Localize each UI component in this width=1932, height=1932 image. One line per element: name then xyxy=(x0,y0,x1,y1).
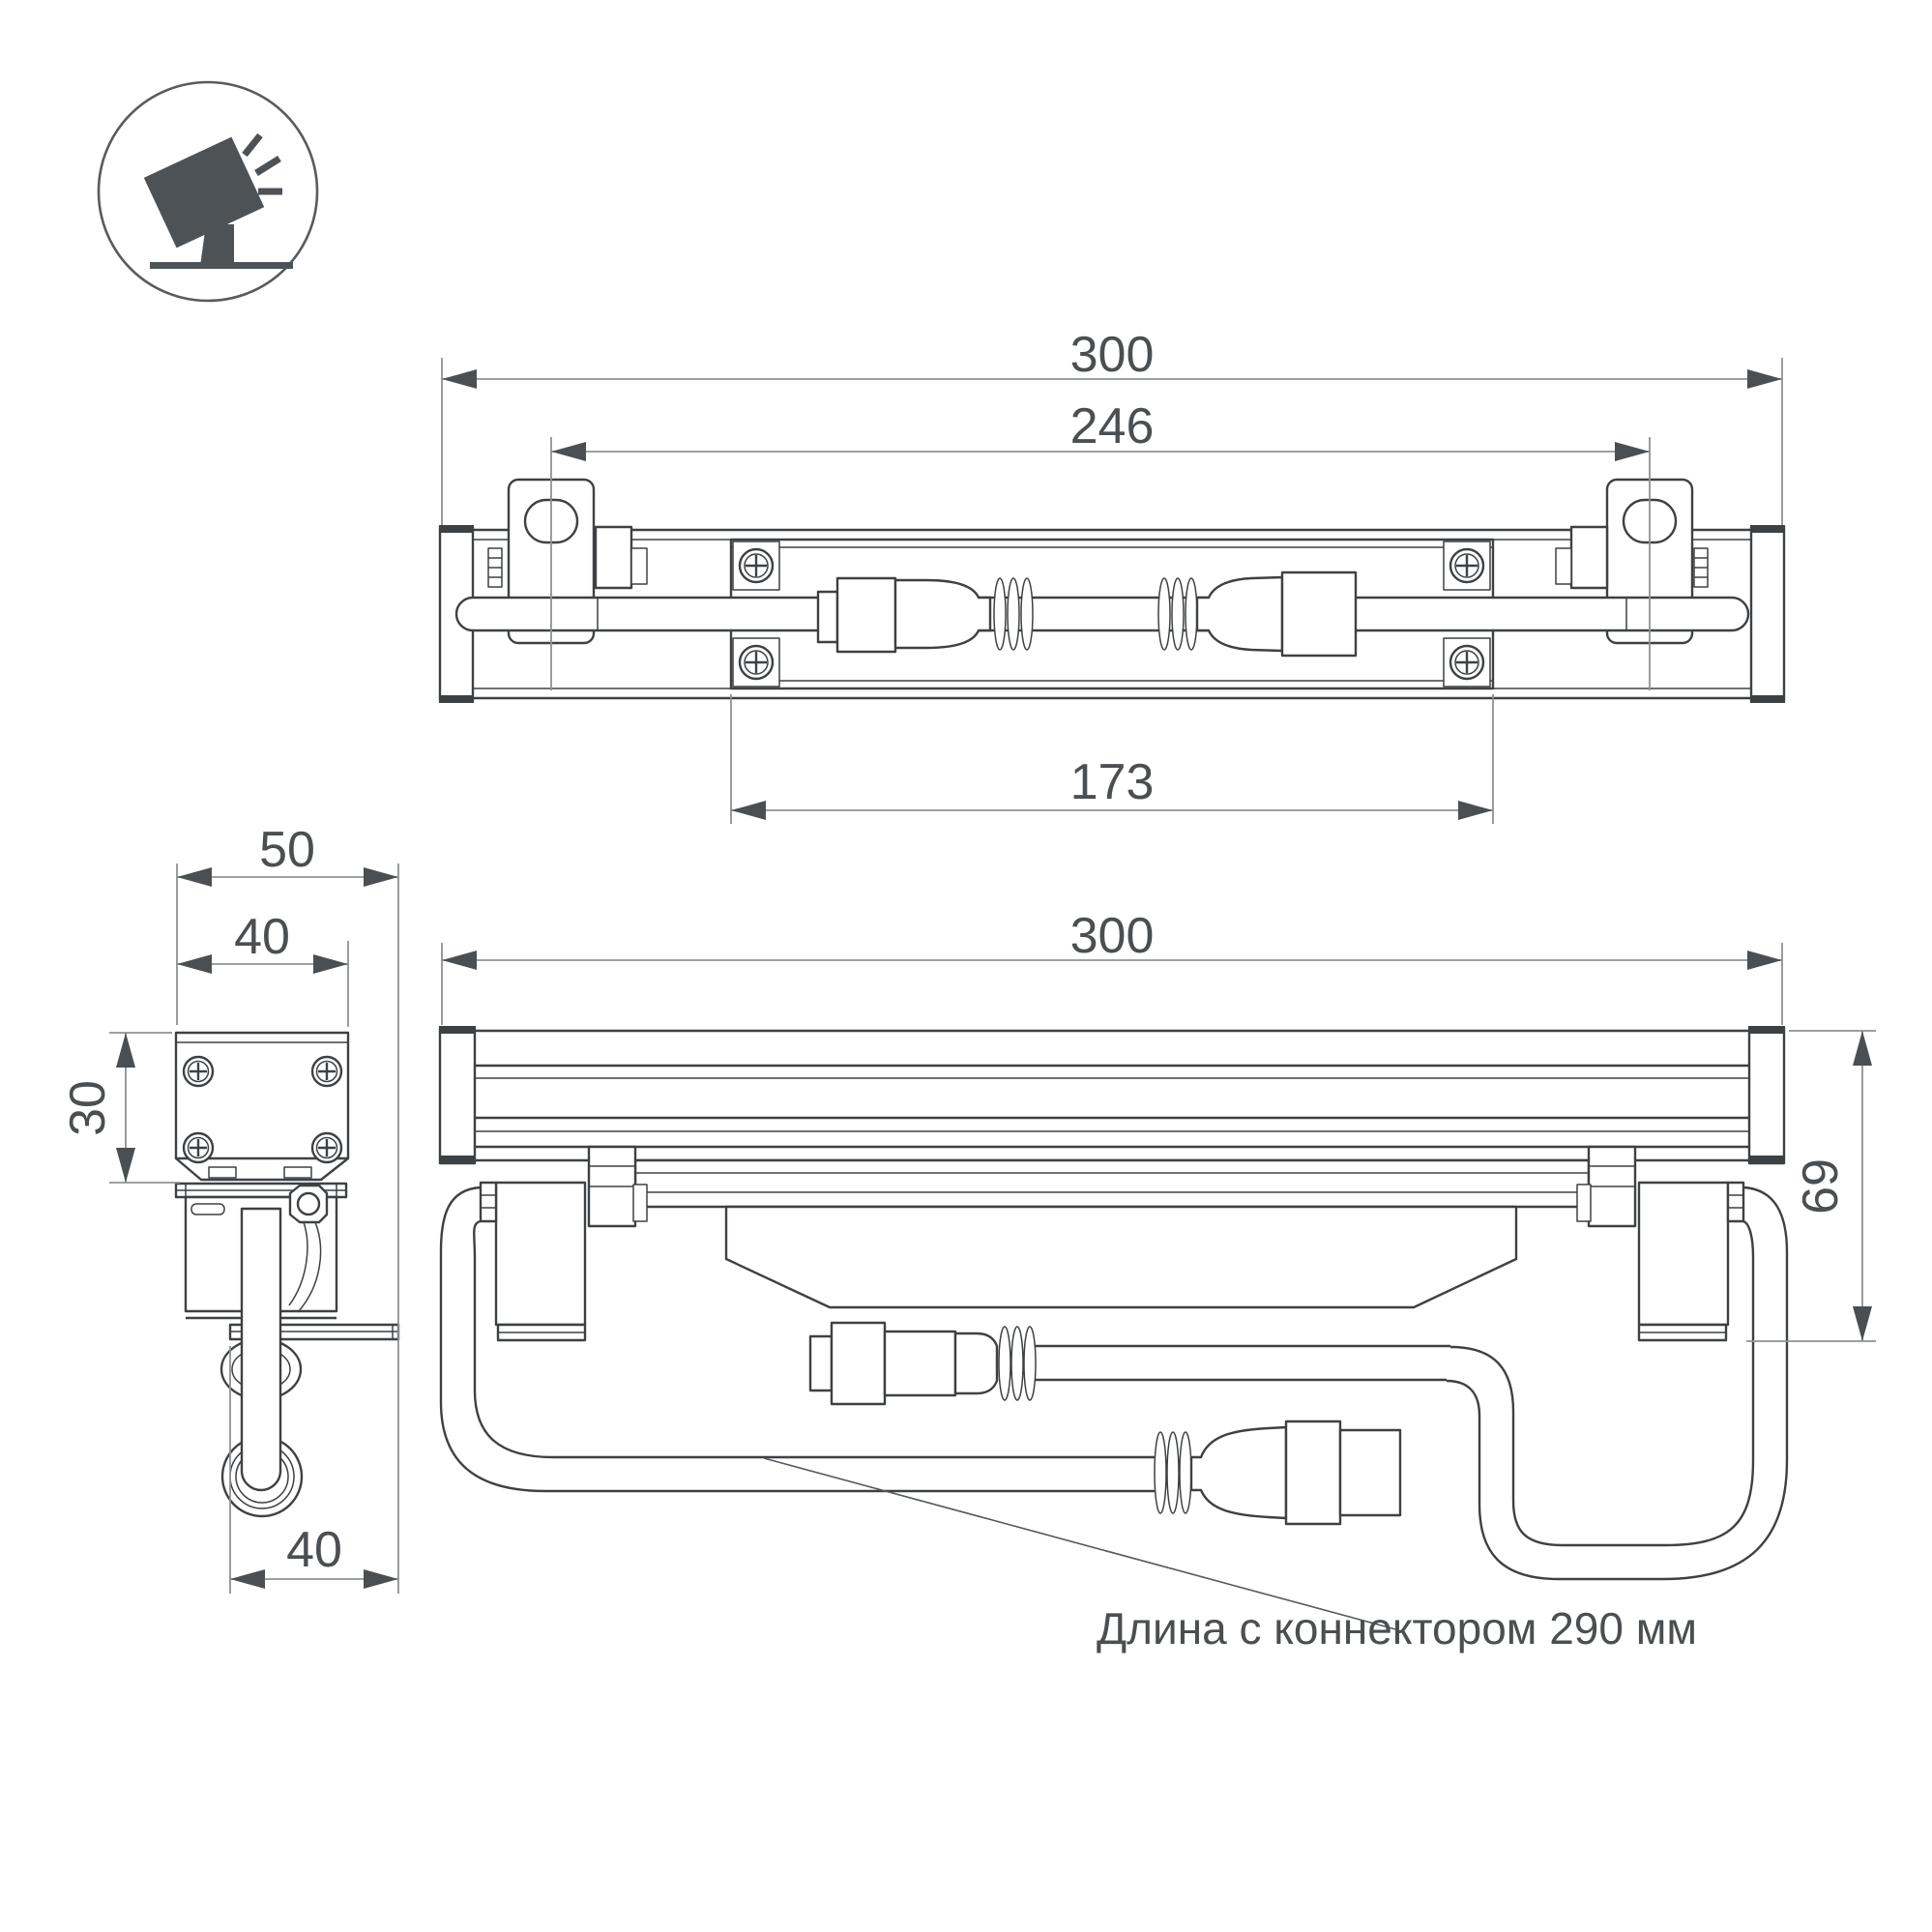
phillips-screw-icon xyxy=(1450,646,1483,679)
dim-label: 300 xyxy=(1069,327,1155,383)
end-cap-right xyxy=(1748,1026,1785,1163)
cable-connector-male xyxy=(810,1323,1036,1404)
front-view xyxy=(439,908,1876,1654)
gland-nut xyxy=(481,1183,496,1221)
phillips-screw-icon xyxy=(184,1057,213,1086)
phillips-screw-icon xyxy=(312,1133,341,1162)
dim-label: 30 xyxy=(60,1080,116,1136)
side-view xyxy=(60,822,398,1594)
phillips-screw-icon xyxy=(312,1057,341,1086)
dim-label: 246 xyxy=(1069,398,1155,454)
dim-side-profile-width xyxy=(177,909,348,1027)
floodlight-stand xyxy=(200,224,234,266)
dim-label: 173 xyxy=(1069,754,1155,810)
top-view xyxy=(439,327,1785,824)
cable-connector-female xyxy=(1158,572,1356,656)
phillips-screw-icon xyxy=(740,549,773,582)
end-cap-right xyxy=(1750,525,1785,703)
dim-label: 40 xyxy=(286,1522,342,1578)
gland-nut xyxy=(1728,1183,1743,1221)
cable-connector-female xyxy=(1155,1421,1400,1524)
through-cable xyxy=(456,598,1748,630)
product-type-badge xyxy=(99,82,317,301)
dim-label: 300 xyxy=(1069,908,1155,964)
phillips-screw-icon xyxy=(184,1133,213,1162)
bracket-right xyxy=(1577,1147,1743,1340)
hanging-cable xyxy=(242,1209,280,1490)
dim-front-overall-length xyxy=(442,908,1782,1025)
housing-bar xyxy=(441,1031,1783,1160)
dim-label: 40 xyxy=(234,909,290,965)
cable-connector-male xyxy=(818,578,1033,652)
ground-line xyxy=(150,262,293,269)
pivot-bolt xyxy=(290,1186,327,1222)
bracket-left xyxy=(481,1147,647,1340)
dim-label: 50 xyxy=(259,822,315,878)
driver-box xyxy=(726,1207,1516,1307)
dim-side-profile-height xyxy=(60,1033,180,1183)
phillips-screw-icon xyxy=(1450,549,1483,582)
end-cap-left xyxy=(439,1026,476,1163)
dim-top-body-length xyxy=(731,694,1493,824)
rear-plate xyxy=(635,1160,1589,1207)
dim-label: 69 xyxy=(1793,1158,1849,1215)
phillips-screw-icon xyxy=(740,646,773,679)
connector-length-note: Длина с коннектором 290 мм xyxy=(1097,1603,1697,1654)
